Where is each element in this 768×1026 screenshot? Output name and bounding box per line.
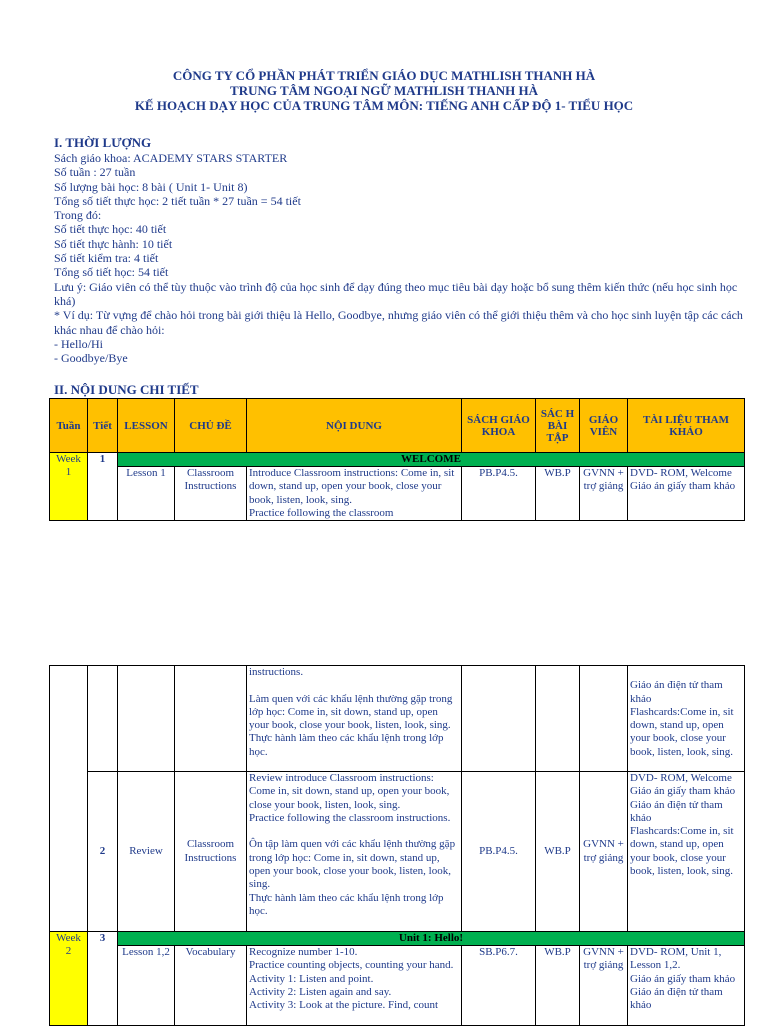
- unit-title-bar: Unit 1: Hello!: [118, 932, 745, 946]
- week-cell: [50, 666, 88, 932]
- workbook-cell: WB.P: [536, 946, 580, 1026]
- workbook-cell: WB.P: [536, 467, 580, 521]
- col-header-reference: TÀI LIỆU THAM KHẢO: [628, 399, 745, 453]
- teacher-cell: GVNN + trợ giảng: [580, 772, 628, 932]
- teacher-cell: GVNN + trợ giảng: [580, 946, 628, 1026]
- unit-title-bar: WELCOME: [118, 453, 745, 467]
- table-row: [50, 467, 745, 521]
- textbook-cell: SB.P6.7.: [462, 946, 536, 1026]
- lesson-cell: Lesson 1: [118, 467, 175, 521]
- duration-line: Tổng số tiết thực học: 2 tiết tuần * 27 tuần = 54 tiết: [54, 193, 301, 208]
- period-cell: 1: [88, 453, 118, 521]
- example-line: - Goodbye/Bye: [54, 351, 128, 366]
- col-header-teacher: GIÁO VIÊN: [580, 399, 628, 453]
- section-duration-title: I. THỜI LƯỢNG: [54, 135, 152, 150]
- reference-cell: DVD- ROM, Welcome Giáo án giấy tham khảo: [628, 467, 745, 521]
- curriculum-table-part2: [49, 665, 745, 1026]
- center-name: TRUNG TÂM NGOẠI NGỮ MATHLISH THANH HÀ: [230, 83, 538, 98]
- workbook-cell: [536, 666, 580, 772]
- lesson-cell: [118, 666, 175, 772]
- col-header-workbook: SÁC H BÀI TẬP: [536, 399, 580, 453]
- example-line: * Ví dụ: Từ vựng để chào hỏi trong bài giới thiệu là Hello, Goodbye, nhưng giáo viên có thể giới thiệu thêm và cho học sinh luyện tập các cách khác nhau để chào hỏi:: [54, 308, 743, 337]
- duration-line: Số tiết thực hành: 10 tiết: [54, 236, 173, 251]
- week-cell: Week 1: [50, 453, 88, 521]
- topic-cell: Classroom Instructions: [175, 467, 247, 521]
- curriculum-table-part1: [49, 398, 745, 521]
- textbook-cell: [462, 666, 536, 772]
- content-cell: instructions. Làm quen với các khẩu lệnh thường gặp trong lớp học: Come in, sit down, stand up, open your book, close your book, listen, look, sing. Thực hành làm theo các khẩu lệnh trong lớp học.: [247, 666, 462, 772]
- reference-cell: DVD- ROM, Welcome Giáo án giấy tham khảo Giáo án điện tử tham khảo Flashcards:Come in, sit down, stand up, open your book, close your book, listen, look, sing.: [628, 772, 745, 932]
- section-duration: [54, 135, 744, 365]
- duration-line: Trong đó:: [54, 208, 102, 223]
- workbook-cell: WB.P: [536, 772, 580, 932]
- document-header: [0, 68, 768, 113]
- table-header-row: [50, 399, 745, 453]
- period-cell: [88, 666, 118, 772]
- note-line: Lưu ý: Giáo viên có thể tùy thuộc vào trình độ của học sinh để dạy đúng theo mục tiêu bài dạy hoặc bổ sung thêm kiến thức (nếu học sinh học khá): [54, 279, 738, 308]
- duration-line: Tổng số tiết học: 54 tiết: [54, 265, 169, 280]
- duration-line: Số tuần : 27 tuần: [54, 165, 136, 180]
- table-row: [50, 666, 745, 772]
- teacher-cell: [580, 666, 628, 772]
- duration-line: Số tiết kiểm tra: 4 tiết: [54, 251, 159, 266]
- content-cell: Review introduce Classroom instructions: Come in, sit down, stand up, open your book, close your book, listen, look, sing. Practice following the classroom instructions. Ôn tập làm quen với các khẩu lệnh thường gặp trong lớp học: Come in, sit down, stand up, open your book, close your book, listen, look, sing. Thực hành làm theo các khẩu lệnh trong lớp học.: [247, 772, 462, 932]
- teacher-cell: GVNN + trợ giảng: [580, 467, 628, 521]
- topic-cell: Classroom Instructions: [175, 772, 247, 932]
- duration-line: Số tiết thực học: 40 tiết: [54, 222, 167, 237]
- table-row: [50, 772, 745, 932]
- content-cell: Recognize number 1-10. Practice counting objects, counting your hand. Activity 1: Listen and point. Activity 2: Listen again and say. Activity 3: Look at the picture. Find, count: [247, 946, 462, 1026]
- company-name: CÔNG TY CỔ PHẦN PHÁT TRIỂN GIÁO DỤC MATHLISH THANH HÀ: [172, 68, 596, 83]
- col-header-period: Tiết: [88, 399, 118, 453]
- col-header-topic: CHỦ ĐỀ: [175, 399, 247, 453]
- col-header-content: NỘI DUNG: [247, 399, 462, 453]
- col-header-week: Tuần: [50, 399, 88, 453]
- reference-cell: Giáo án điện tử tham khảo Flashcards:Come in, sit down, stand up, open your book, close your book, listen, look, sing.: [628, 666, 745, 772]
- week-cell: Week 2: [50, 932, 88, 1026]
- duration-line: Số lượng bài học: 8 bài ( Unit 1- Unit 8): [54, 179, 248, 194]
- period-cell: 2: [88, 772, 118, 932]
- example-line: - Hello/Hi: [54, 336, 103, 351]
- textbook-cell: PB.P4.5.: [462, 467, 536, 521]
- period-cell: 3: [88, 932, 118, 1026]
- reference-cell: DVD- ROM, Unit 1, Lesson 1,2. Giáo án giấy tham khảo Giáo án điện tử tham khảo: [628, 946, 745, 1026]
- topic-cell: Vocabulary: [175, 946, 247, 1026]
- content-cell: Introduce Classroom instructions: Come in, sit down, stand up, open your book, close your book, listen, look, sing. Practice following the classroom: [247, 467, 462, 521]
- table-row: [50, 453, 745, 467]
- section-detail-title: II. NỘI DUNG CHI TIẾT: [54, 382, 199, 397]
- col-header-lesson: LESSON: [118, 399, 175, 453]
- table-row: [50, 946, 745, 1026]
- lesson-cell: Review: [118, 772, 175, 932]
- topic-cell: [175, 666, 247, 772]
- col-header-textbook: SÁCH GIÁO KHOA: [462, 399, 536, 453]
- lesson-cell: Lesson 1,2: [118, 946, 175, 1026]
- plan-title: KẾ HOẠCH DẠY HỌC CỦA TRUNG TÂM MÔN: TIẾNG ANH CẤP ĐỘ 1- TIỂU HỌC: [134, 98, 634, 113]
- duration-line: Sách giáo khoa: ACADEMY STARS STARTER: [54, 151, 288, 165]
- table-row: [50, 932, 745, 946]
- textbook-cell: PB.P4.5.: [462, 772, 536, 932]
